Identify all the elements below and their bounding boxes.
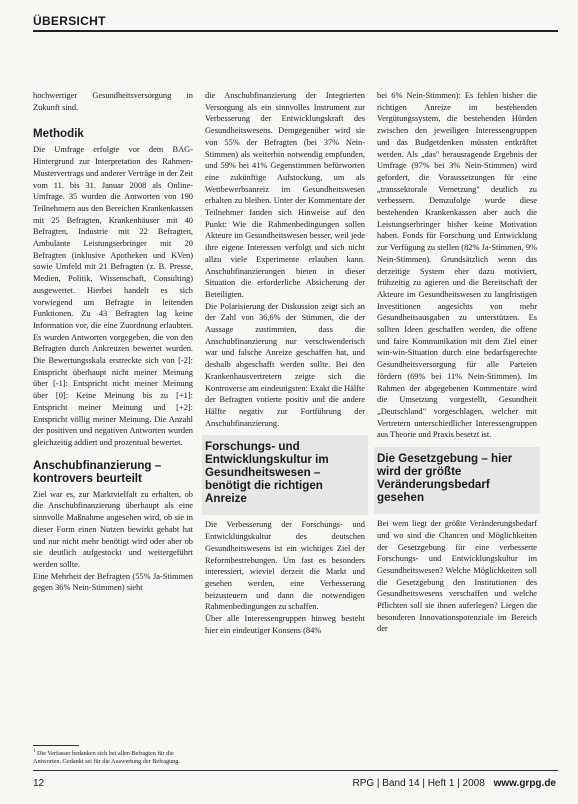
heading-forschung: Forschungs- und Entwicklungskultur im Gesundheitswesen – benötigt die richtigen Anreize bbox=[205, 440, 329, 506]
paragraph: Über alle Interessengruppen hinweg besteht hier ein eindeutiger Konsens (84% bbox=[205, 614, 365, 635]
section-header: ÜBERSICHT bbox=[33, 14, 106, 28]
journal-citation: RPG | Band 14 | Heft 1 | 2008 bbox=[352, 778, 485, 789]
page-number: 12 bbox=[33, 778, 45, 789]
footnote: $^1$ Die Verfasser bedanken sich bei allen Befragten für die Antworten. Gedankt sei für die Auswertung der Befragung. bbox=[33, 749, 180, 765]
paragraph: Die Polarisierung der Diskussion zeigt sich an der Zahl von 36,6% der Stimmen, die der Aussage zustimmten, dass die Anschubfinanzierung nur verschwenderisch war und falsche Anreize geschaffen hat, und deshalb abgeschafft werden sollte. Bei den Krankenhausvertretern zeigte sich die Kontroverse am eindeutigsten: Exakt die Hälfte der Befragten votierte positiv und die andere Hälfte negativ zur Fortführung der Anschubfinanzierung. bbox=[205, 301, 365, 428]
paragraph: Die Umfrage erfolgte vor dem BAG-Hintergrund zur Interpretation des Rahmen-Mustervertrags und anderer Verträge in der Zeit vom 11. bis 31. Januar 2008 als Online-Umfrage. 35 wurden die Antworten von 190 Teilnehmern aus den Bereichen Krankenkassen mit 25 Befragten, Krankenhäuser mit 40 Befragten, Industrie mit 22 Befragten, Ambulante Leistungserbringer mit 20 Befragten (inklusive Apotheken und KVen) sowie Umfeld mit 21 Befragten (z. B. Presse, Medien, Politik, Wissenschaft, Consulting) ausgewertet. Hierbei handelt es sich vorwiegend um Befragte in leitenden Funktionen. Zu 43 Befragten lag keine Information vor, die eine Zuordnung erlaubten. Es wurden Antworten vorgegeben, die von den Befragten durch Ankreuzen bewertet wurden. Die Bewertungsskala erstreckte sich von [-2]: Entspricht überhaupt nicht meiner Meinung über [-1]: Entspricht nicht meiner Meinung über [0]: Keine Meinung bis zu [+1]: Entspricht meiner Meinung und [+2]: Entspricht völlig meiner Meinung. Die Anzahl der positiven und negativen Antworten wurden gleichzeitig addiert und prozentual bewertet. bbox=[33, 145, 193, 447]
journal-url[interactable]: www.grpg.de bbox=[493, 778, 556, 789]
header-rule bbox=[33, 30, 558, 32]
paragraph: Die Verbesserung der Forschungs- und Entwicklungskultur des deutschen Gesundheitswesens ist ein wichtiges Ziel der Reformbestrebungen. Um fast es besonders interessiert, wieviel derzeit die Markt und gesehen werden, eine Verbesserung beizusteuern und dann die notwendigen Rahmenbedingungen zu schaffen. bbox=[205, 520, 365, 612]
footer-rule bbox=[33, 770, 558, 771]
footnote-rule bbox=[33, 745, 79, 746]
footnote-text: Die Verfasser bedanken sich bei allen Befragten für die Antworten. Gedankt sei für die Auswertung der Befragung. bbox=[33, 750, 180, 765]
paragraph: hochwertiger Gesundheitsversorgung in Zukunft sind. bbox=[33, 91, 193, 112]
paragraph: die Anschubfinanzierung der Integrierten Versorgung als ein sinnvolles Instrument zur Verbesserung der Entwicklungskraft des Gesundheitswesens. Demgegenüber wird sie von 55% der Befragten (bei 37% Nein-Stimmen) als weiterhin notwendig empfunden, und 59% bei 41% Gegenstimmen befürworten eine zukünftige Aufstockung, um als Wettbewerbsanreiz im Gesundheitswesen erhalten zu bleiben. Unter der Kommentare der Teilnehmer fanden sich Hinweise auf den Punkt: Wie die Rahmenbedingungen sollen Akteure im Gesundheitswesen besser, weil jede ihre eigene Interessen verfolgt und sich nicht allzu viele Experimente erlauben kann. Anschubfinanzierungen bieten in dieser Situation die erforderliche Absicherung der Beteiligten. bbox=[205, 91, 365, 299]
paragraph: Ziel war es, zur Marktvielfalt zu erhalten, ob die Anschubfinanzierung überhaupt als eine sinnvolle Maßnahme angesehen wird, ob sie in dieser Form einen Nutzen bewirkt gehabt hat und nur nicht mehr benötigt wird oder aber ob sie deutlich aufgestockt und weitergeführt werden sollte. bbox=[33, 489, 193, 569]
column-3 bbox=[377, 90, 537, 755]
paragraph: bei 6% Nein-Stimmen): Es fehlen bisher die richtigen Anreize im bestehenden Vergütungssystem, die bestehenden Hürden zwischen den jeweiligen Interessengruppen und das Budgetdenken müssten entkräftet werden. Als „das" herausragende Ergebnis der Umfrage (97% bei 3% Nein-Stimmen) wird gefordert, die Voraussetzungen für eine „transsektorale Vernetzung" deutlich zu verbessern. Demzufolge wurde diese bestehenden Krankenkassen aber auch die Leistungserbringer bisher keine Motivation haben. Fonds für Forschung und Entwicklung zur Verfügung zu stellen (82% Ja-Stimmen, 9% Nein-Stimmen). Grundsätzlich wenn das derzeitige System eher dazu motiviert, frühzeitig zu agieren und die Bereitschaft der Akteure im Gesundheitswesen zu langfristigen Investitionen angesichts von mehr Gesundheitsausgaben zu unterstützen. Es sollten Ideen geschaffen werden, die offene und faire Kommunikation mit dem Ziel einer win-win-Situation durch eine bedarfsgerechte Gesundheitsversorgung für alle Parteien fördern (69% bei 11% Nein-Stimmen). Im Rahmen der abgegebenen Kommentare wird die Umsetzung vorgestellt, Gesundheit „Deutschland" vorgeschlagen, welcher mit Vertretern unterschiedlicher Interessengruppen aus Theorie und Praxis besetzt ist. bbox=[377, 91, 537, 440]
column-1 bbox=[33, 90, 193, 740]
highlight-box bbox=[374, 447, 540, 514]
heading-anschubfinanzierung: Anschubfinanzierung – kontrovers beurteilt bbox=[33, 458, 162, 485]
journal-info bbox=[352, 778, 556, 789]
paragraph: Bei wem liegt der größte Veränderungsbedarf und wo sind die Chancen und Möglichkeiten der Gesetzgebung für eine verbesserte Forschungs- und Entwicklungskultur im Gesundheitswesen? Welche Möglichkeiten soll die Gesetzgebung den Institutionen des Gesundheitswesens verschaffen und welche Pflichten soll sie ihnen auferlegen? Liegen die besonderen Innovationspotenziale im Bereich der bbox=[377, 519, 537, 634]
heading-methodik: Methodik bbox=[33, 127, 84, 141]
heading-gesetzgebung: Die Gesetzgebung – hier wird der größte Veränderungsbedarf gesehen bbox=[377, 452, 513, 505]
highlight-box bbox=[202, 435, 368, 515]
column-2 bbox=[205, 90, 365, 755]
paragraph: Eine Mehrheit der Befragten (55% Ja-Stimmen gegen 36% Nein-Stimmen) sieht bbox=[33, 571, 193, 593]
